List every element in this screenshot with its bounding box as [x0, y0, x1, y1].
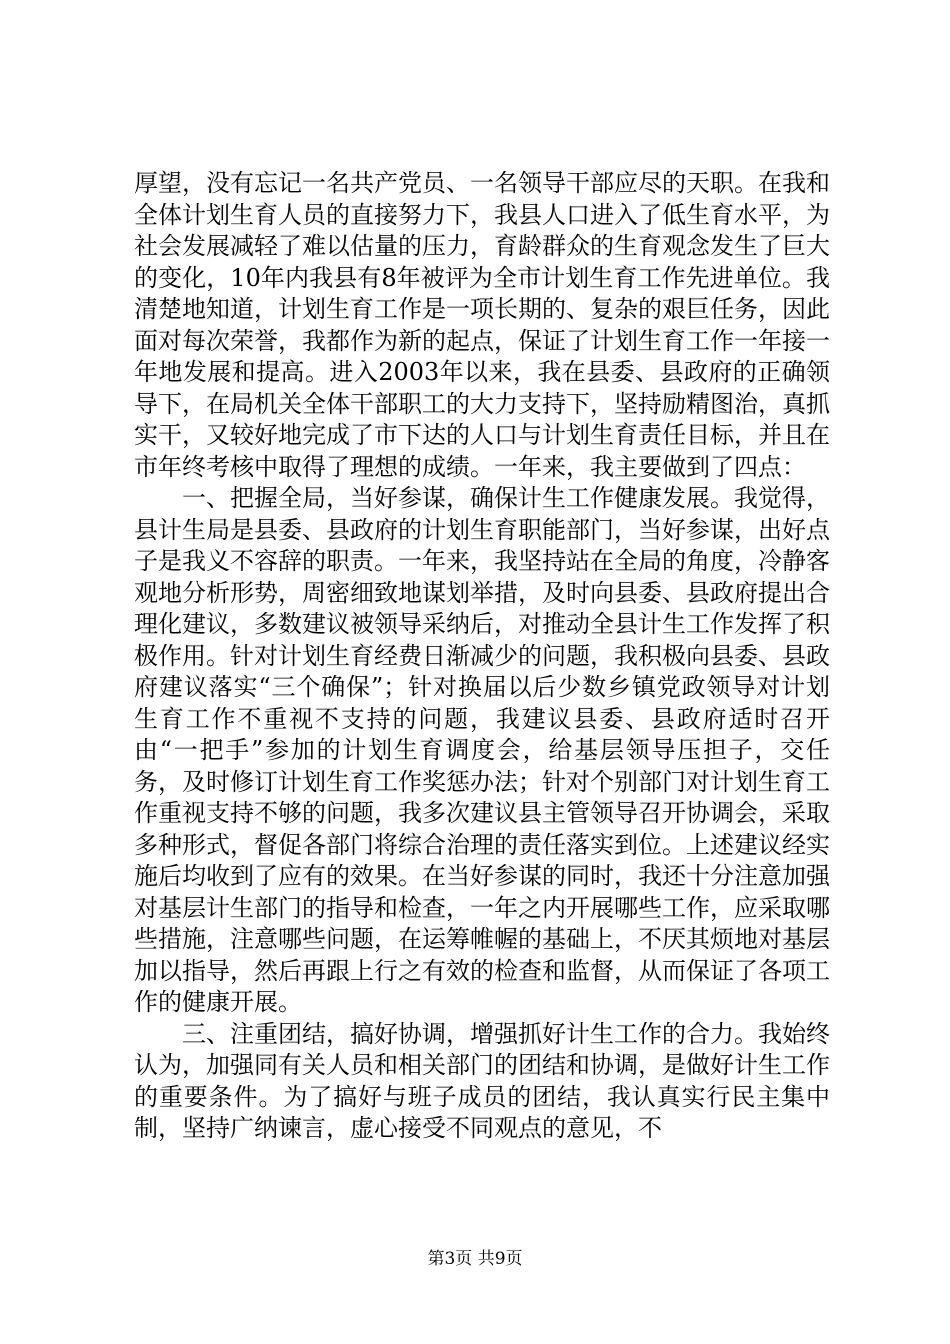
paragraph-continuation: 厚望，没有忘记一名共产党员、一名领导干部应尽的天职。在我和全体计划生育人员的直接努力下，我县人口进入了低生育水平，为社会发展减轻了难以估量的压力，育龄群众的生育观念发生了巨大的变化，10年内我县有8年被评为全市计划生育工作先进单位。我清楚地知道，计划生育工作是一项长期的、复杂的艰巨任务，因此面对每次荣誉，我都作为新的起点，保证了计划生育工作一年接一年地发展和提高。进入2003年以来，我在县委、县政府的正确领导下，在局机关全体干部职工的大力支持下，坚持励精图治，真抓实干，又较好地完成了市下达的人口与计划生育责任目标，并且在市年终考核中取得了理想的成绩。一年来，我主要做到了四点：	[134, 169, 830, 481]
document-body	[134, 168, 830, 1145]
page-number-footer: 第3页 共9页	[427, 1249, 523, 1269]
paragraph-section-one: 一、把握全局，当好参谋，确保计生工作健康发展。我觉得，县计生局是县委、县政府的计划生育职能部门，当好参谋，出好点子是我义不容辞的职责。一年来，我坚持站在全局的角度，冷静客观地分析形势，周密细致地谋划举措，及时向县委、县政府提出合理化建议，多数建议被领导采纳后，对推动全县计生工作发挥了积极作用。针对计划生育经费日渐减少的问题，我积极向县委、县政府建议落实“三个确保”；针对换届以后少数乡镇党政领导对计划生育工作不重视不支持的问题，我建议县委、县政府适时召开由“一把手”参加的计划生育调度会，给基层领导压担子，交任务，及时修订计划生育工作奖惩办法；针对个别部门对计划生育工作重视支持不够的问题，我多次建议县主管领导召开协调会，采取多种形式，督促各部门将综合治理的责任落实到位。上述建议经实施后均收到了应有的效果。在当好参谋的同时，我还十分注意加强对基层计生部门的指导和检查，一年之内开展哪些工作，应采取哪些措施，注意哪些问题，在运筹帷幄的基础上，不厌其烦地对基层加以指导，然后再跟上行之有效的检查和监督，从而保证了各项工作的健康开展。	[134, 484, 830, 1016]
paragraph-section-three: 三、注重团结，搞好协调，增强抓好计生工作的合力。我始终认为，加强同有关人员和相关部门的团结和协调，是做好计生工作的重要条件。为了搞好与班子成员的团结，我认真实行民主集中制，坚持广纳谏言，虚心接受不同观点的意见，不	[134, 1019, 830, 1142]
